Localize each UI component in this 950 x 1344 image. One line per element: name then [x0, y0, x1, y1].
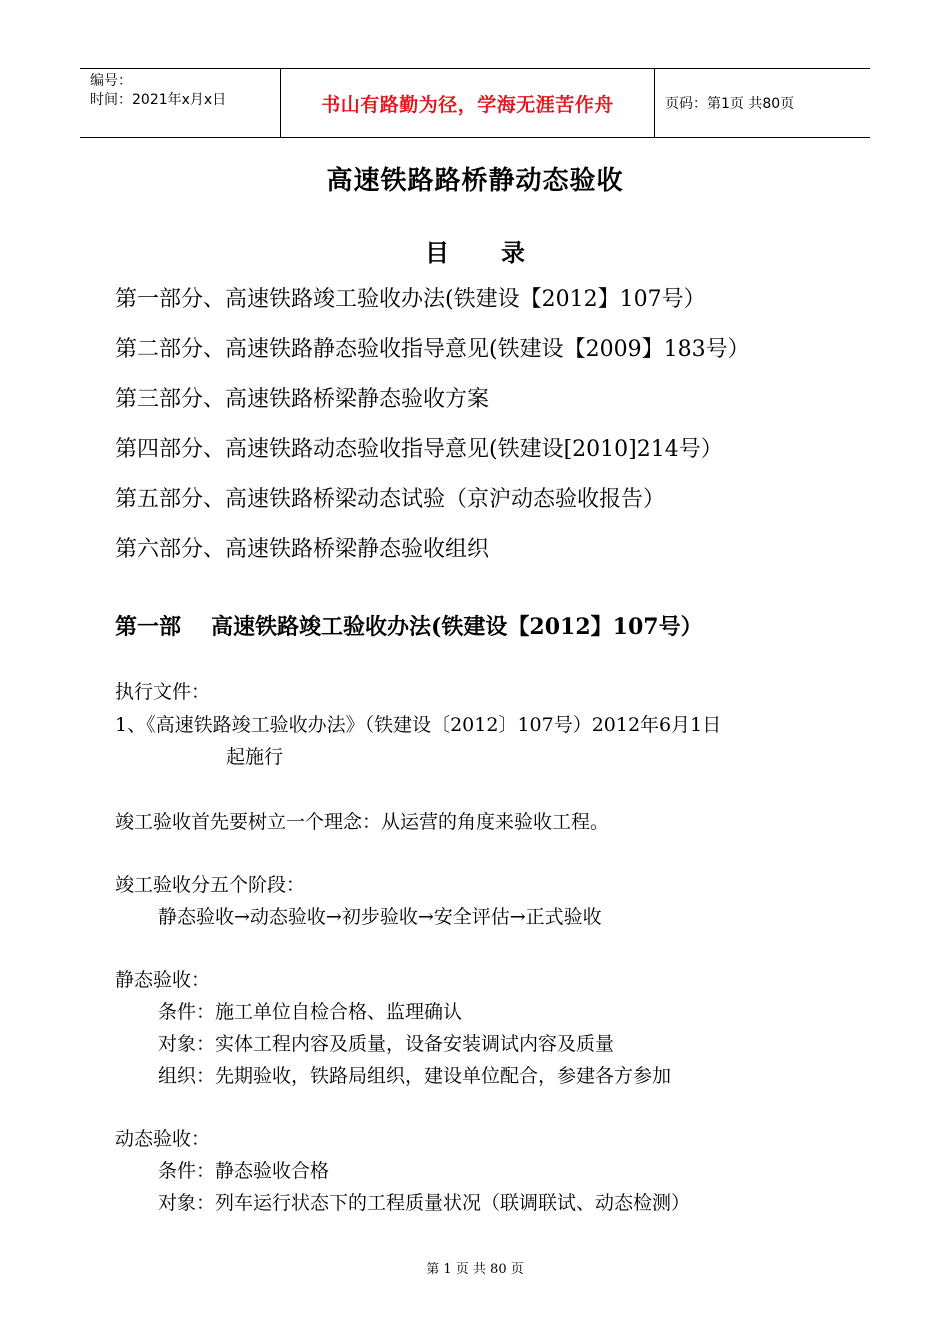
toc-heading-left: 目: [425, 238, 449, 267]
toc-heading-right: 录: [501, 238, 525, 267]
date-label: 时间：2021年x月x日: [90, 92, 227, 108]
section-heading-left: 第一部: [115, 614, 182, 640]
exec-item-line2: 起施行: [226, 746, 284, 768]
toc-item: 第五部分、高速铁路桥梁动态试验（京沪动态验收报告）: [115, 487, 666, 512]
toc-item: 第一部分、高速铁路竣工验收办法(铁建设【2012】107号）: [115, 287, 706, 312]
static-organization: 组织：先期验收，铁路局组织，建设单位配合，参建各方参加: [158, 1065, 672, 1087]
dynamic-condition: 条件：静态验收合格: [158, 1160, 330, 1182]
toc-item: 第六部分、高速铁路桥梁静态验收组织: [115, 537, 490, 562]
exec-item-line1: 1、《高速铁路竣工验收办法》（铁建设〔2012〕107号）2012年6月1日: [115, 714, 722, 736]
page-header: [80, 68, 870, 138]
header-page-info: 页码：第1页 共80页: [665, 96, 795, 112]
header-meta: [80, 69, 281, 137]
stages-flow: 静态验收→动态验收→初步验收→安全评估→正式验收: [158, 906, 602, 928]
static-condition: 条件：施工单位自检合格、监理确认: [158, 1001, 463, 1023]
static-object: 对象：实体工程内容及质量，设备安装调试内容及质量: [158, 1033, 615, 1055]
document-title: 高速铁路路桥静动态验收: [326, 166, 624, 196]
toc-item: 第四部分、高速铁路动态验收指导意见(铁建设[2010]214号）: [115, 437, 723, 462]
serial-label: 编号：: [90, 73, 132, 89]
concept-text: 竣工验收首先要树立一个理念：从运营的角度来验收工程。: [115, 811, 610, 833]
toc-item: 第二部分、高速铁路静态验收指导意见(铁建设【2009】183号）: [115, 337, 750, 362]
page-footer: 第 1 页 共 80 页: [426, 1262, 524, 1277]
toc-item: 第三部分、高速铁路桥梁静态验收方案: [115, 387, 490, 412]
section-heading-right: 高速铁路竣工验收办法(铁建设【2012】107号）: [211, 614, 703, 640]
static-label: 静态验收：: [115, 969, 211, 991]
dynamic-object: 对象：列车运行状态下的工程质量状况（联调联试、动态检测）: [158, 1192, 691, 1214]
motto: 书山有路勤为径，学海无涯苦作舟: [321, 93, 614, 116]
exec-label: 执行文件：: [115, 681, 211, 703]
toc-heading: [0, 233, 950, 268]
section-heading: [115, 610, 703, 641]
table-of-contents: [115, 284, 750, 584]
dynamic-label: 动态验收：: [115, 1128, 211, 1150]
header-motto-cell: [281, 69, 655, 137]
stages-label: 竣工验收分五个阶段：: [115, 874, 306, 896]
